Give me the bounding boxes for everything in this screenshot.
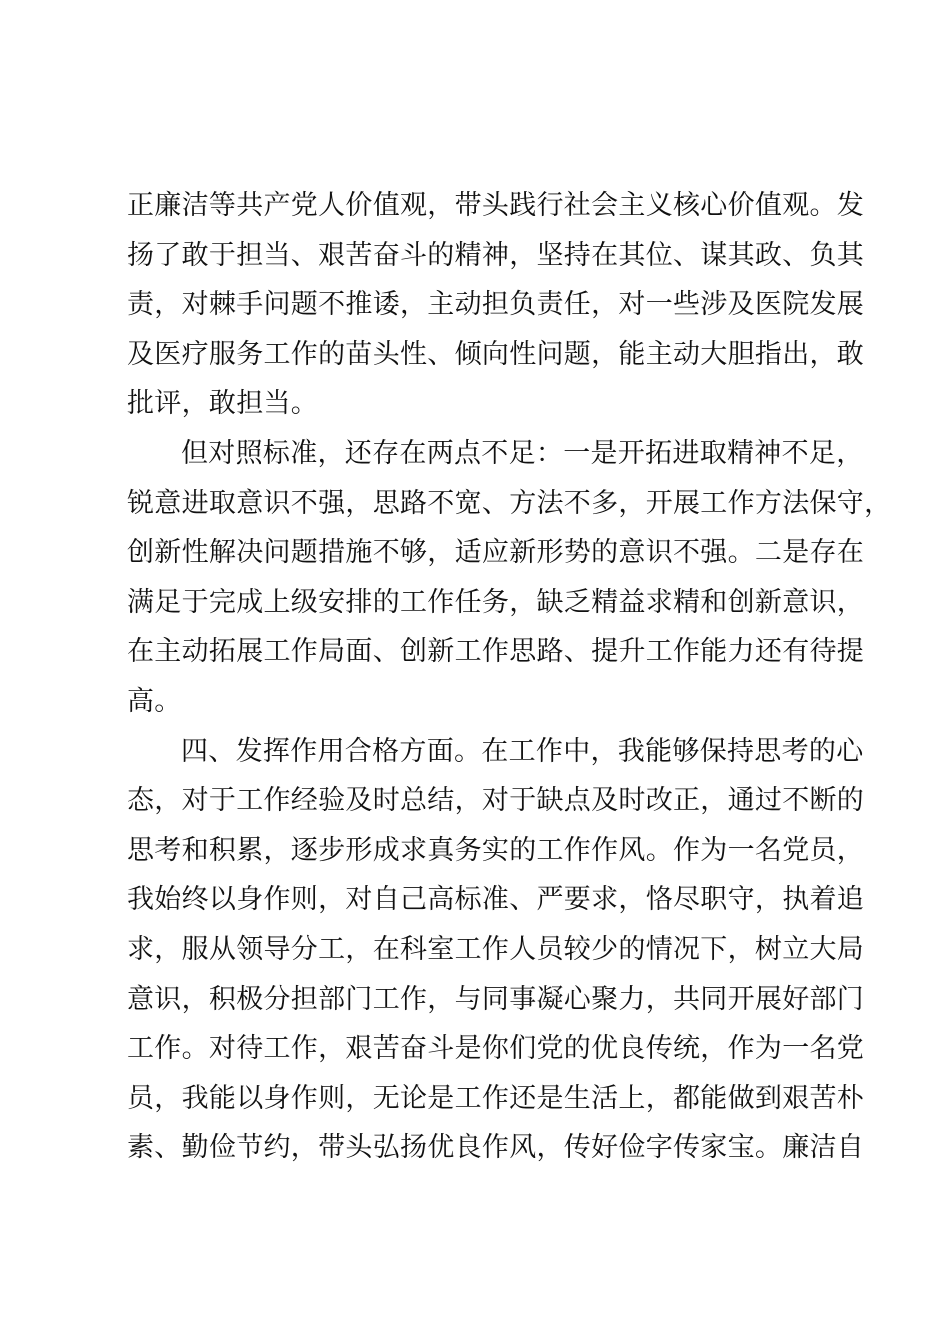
text-line: 求，服从领导分工，在科室工作人员较少的情况下，树立大局 [127, 933, 865, 965]
text-line: 意识，积极分担部门工作，与同事凝心聚力，共同开展好部门 [127, 983, 865, 1015]
text-line: 高。 [127, 685, 182, 717]
text-line: 态，对于工作经验及时总结，对于缺点及时改正，通过不断的 [127, 785, 865, 817]
text-line: 批评，敢担当。 [127, 388, 319, 420]
text-line: 工作。对待工作，艰苦奋斗是你们党的优良传统，作为一名党 [127, 1033, 865, 1065]
text-line: 素、勤俭节约，带头弘扬优良作风，传好俭字传家宝。廉洁自 [127, 1132, 865, 1164]
text-line: 锐意进取意识不强，思路不宽、方法不多，开展工作方法保守， [127, 487, 892, 519]
text-line: 正廉洁等共产党人价值观，带头践行社会主义核心价值观。发 [127, 190, 865, 221]
document-body [127, 181, 892, 1173]
text-line: 我始终以身作则，对自己高标准、严要求，恪尽职守，执着追 [127, 884, 865, 916]
text-line: 扬了敢于担当、艰苦奋斗的精神，坚持在其位、谋其政、负其 [127, 239, 865, 271]
paragraph-first-line: 四、发挥作用合格方面。在工作中，我能够保持思考的心 [181, 735, 864, 767]
text-line: 责，对棘手问题不推诿，主动担负责任，对一些涉及医院发展 [127, 289, 865, 321]
text-line: 及医疗服务工作的苗头性、倾向性问题，能主动大胆指出，敢 [127, 338, 865, 370]
text-line: 员，我能以身作则，无论是工作还是生活上，都能做到艰苦朴 [127, 1082, 865, 1114]
text-line: 创新性解决问题措施不够，适应新形势的意识不强。二是存在 [127, 537, 865, 569]
paragraph-first-line: 但对照标准，还存在两点不足：一是开拓进取精神不足， [181, 437, 864, 469]
text-line: 思考和积累，逐步形成求真务实的工作作风。作为一名党员， [127, 834, 865, 866]
text-line: 满足于完成上级安排的工作任务，缺乏精益求精和创新意识， [127, 586, 865, 618]
text-line: 在主动拓展工作局面、创新工作思路、提升工作能力还有待提 [127, 636, 865, 668]
